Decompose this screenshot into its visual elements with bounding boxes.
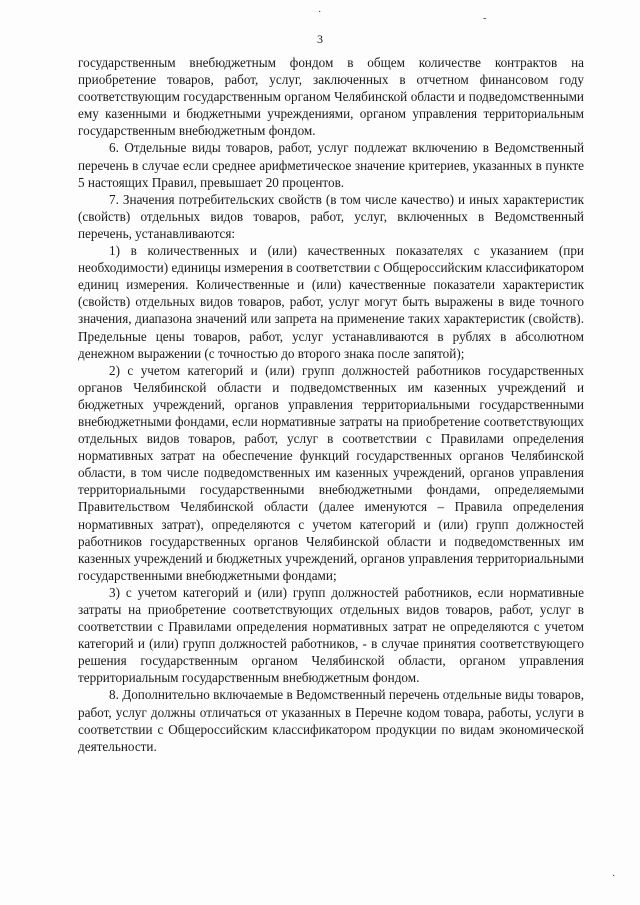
- document-body: [78, 54, 584, 755]
- page-number: 3: [317, 32, 323, 46]
- scan-mark-top-right: -: [483, 13, 487, 24]
- paragraph-7-item-1: 1) в количественных и (или) качественных показателях с указанием (при необходимости) единицы измерения в соответствии с Общероссийским классификатором единиц измерения. Количественные и (или) качественные показатели характеристик (свойств) отдельных видов товаров, работ, услуг могут быть выражены в виде точного значения, диапазона значений или запрета на применение таких характеристик (свойств). Предельные цены товаров, работ, услуг устанавливаются в рублях в абсолютном денежном выражении (с точностью до второго знака после запятой);: [78, 243, 584, 361]
- paragraph-8: 8. Дополнительно включаемые в Ведомственный перечень отдельные виды товаров, работ, услуг должны отличаться от указанных в Перечне кодом товара, работы, услуги в соответствии с Общероссийским классификатором продукции по видам экономической деятельности.: [78, 687, 584, 754]
- paragraph-continuation: государственным внебюджетным фондом в общем количестве контрактов на приобретение товаров, работ, услуг, заключенных в отчетном финансовом году соответствующим государственным органом Челябинской области и подведомственными ему казенными и бюджетными учреждениями, органом управления территориальным государственным внебюджетным фондом.: [78, 55, 584, 139]
- paragraph-7: 7. Значения потребительских свойств (в том числе качество) и иных характеристик (свойств) отдельных видов товаров, работ, услуг, включенных в Ведомственный перечень, устанавливаются:: [78, 191, 584, 241]
- paragraph-7-item-2: 2) с учетом категорий и (или) групп должностей работников государственных органов Челябинской области и подведомственных им казенных учреждений и бюджетных учреждений, органов управления территориальными государственными внебюджетными фондами, если нормативные затраты на приобретение соответствующих отдельных видов товаров, работ, услуг в соответствии с Правилами определения нормативных затрат на обеспечение функций государственных органов Челябинской области, в том числе подведомственных им казенных учреждений, органов управления территориальными государственными внебюджетными фондами, определяемыми Правительством Челябинской области (далее именуются – Правила определения нормативных затрат), определяются с учетом категорий и (или) групп должностей работников государственных органов Челябинской области и подведомственных им казенных учреждений и бюджетных учреждений, органов управления территориальными государственными внебюджетными фондами;: [78, 362, 584, 583]
- scan-mark-top-center: ·: [318, 7, 322, 18]
- scan-mark-bottom-right: ·: [612, 871, 616, 882]
- paragraph-7-item-3: 3) с учетом категорий и (или) групп должностей работников, если нормативные затраты на приобретение соответствующих отдельных видов товаров, работ, услуг в соответствии с Правилами определения нормативных затрат не определяются с учетом категорий и (или) групп должностей работников, - в случае принятия соответствующего решения государственным органом Челябинской области, органом управления территориальным государственным внебюджетным фондом.: [78, 584, 584, 686]
- paragraph-6: 6. Отдельные виды товаров, работ, услуг подлежат включению в Ведомственный перечень в случае если среднее арифметическое значение критериев, указанных в пункте 5 настоящих Правил, превышает 20 процентов.: [78, 140, 584, 190]
